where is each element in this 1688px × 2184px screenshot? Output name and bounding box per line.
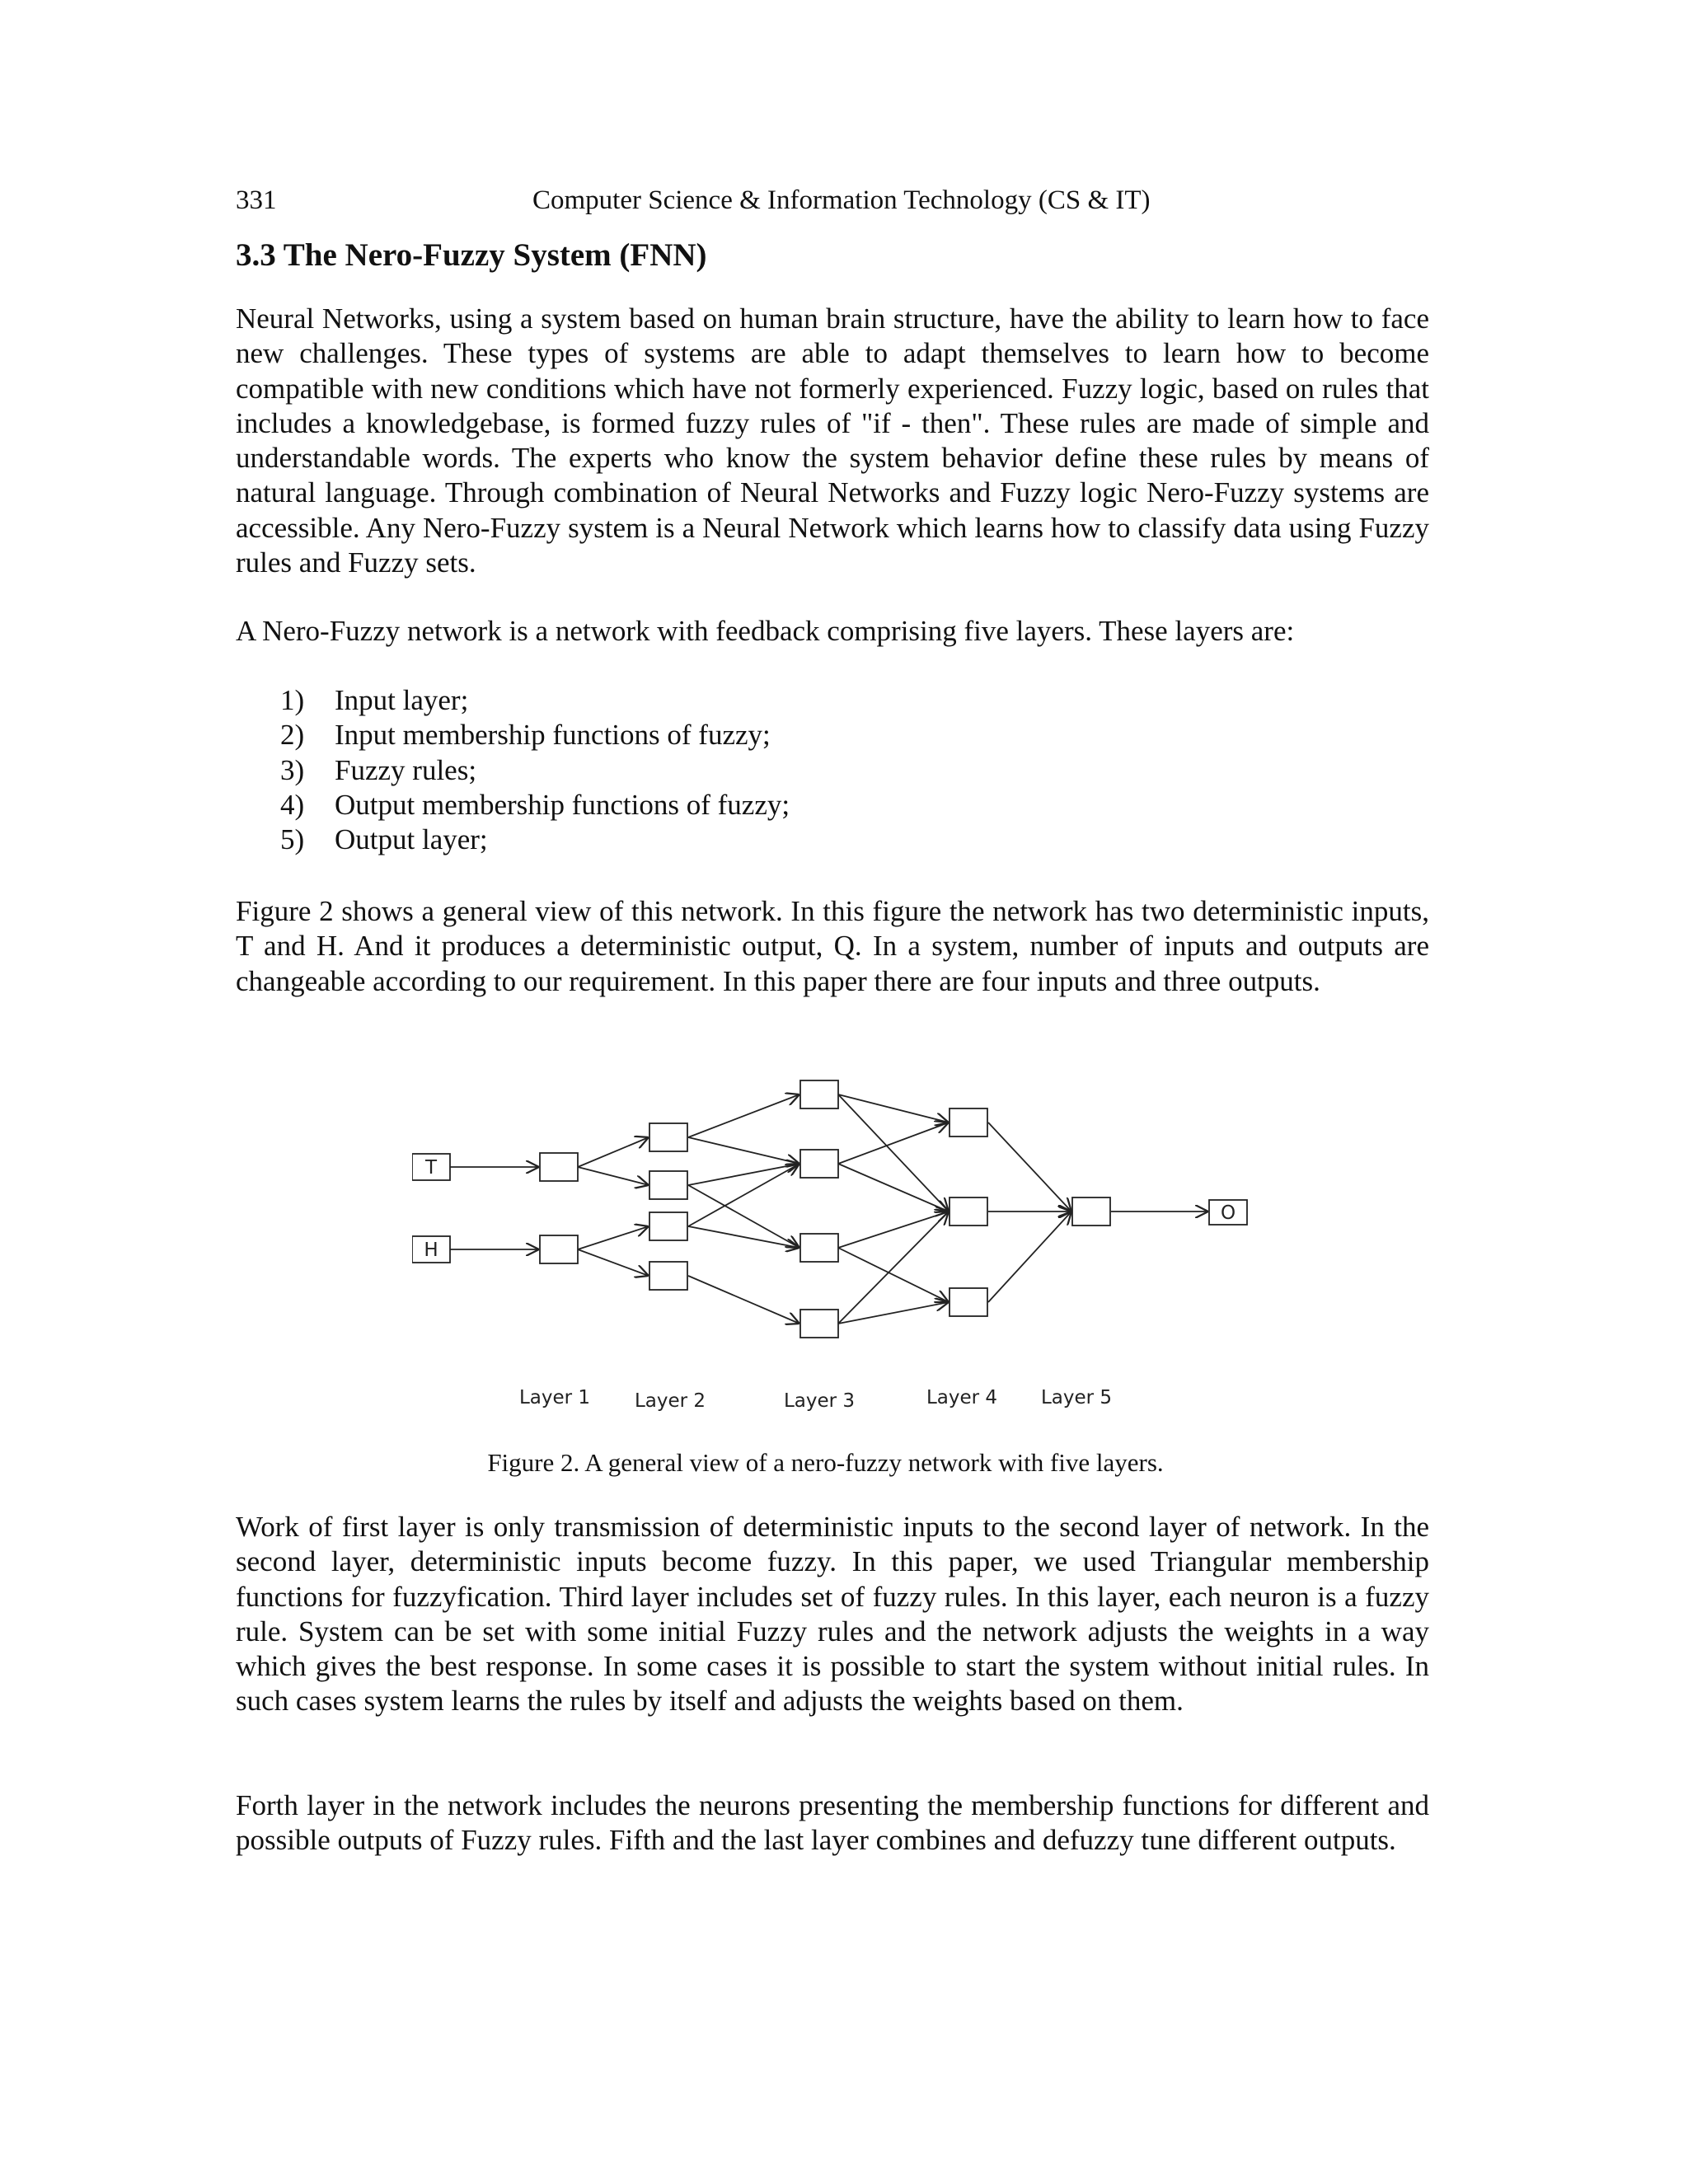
layer4-node — [950, 1288, 987, 1316]
paragraph-figure-intro: Figure 2 shows a general view of this network. In this figure the network has two deterministic inputs, T and H. And it produces a deterministic output, Q. In a system, number of inputs and outputs are changeable according to our requirement. In this paper there are four inputs and three outputs. — [236, 895, 1429, 997]
list-item: 2) Input membership functions of fuzzy; — [280, 719, 771, 752]
layer-label-3: Layer 3 — [783, 1390, 856, 1412]
section-title: 3.3 The Nero-Fuzzy System (FNN) — [236, 237, 707, 273]
journal-title: Computer Science & Information Technology (CS & IT) — [532, 185, 1151, 215]
layer2-node — [649, 1262, 687, 1290]
layer-label-2: Layer 2 — [634, 1390, 706, 1412]
layer3-node — [800, 1150, 838, 1178]
paragraph-intro: Neural Networks, using a system based on human brain structure, have the ability to learn how to face new challenges. These types of systems are able to adapt themselves to learn how to become compatible with new conditions which have not formerly experienced. Fuzzy logic, based on rules that includes a knowledgebase, is formed fuzzy rules of "if - then". These rules are made of simple and understandable words. The experts who know the system behavior define these rules by means of natural language. Through combination of Neural Networks and Fuzzy logic Nero-Fuzzy systems are accessible. Any Nero-Fuzzy system is a Neural Network which learns how to classify data using Fuzzy rules and Fuzzy sets. — [236, 302, 1429, 579]
layer3-node — [800, 1310, 838, 1338]
layer-label-1: Layer 1 — [518, 1387, 591, 1408]
list-item: 4) Output membership functions of fuzzy; — [280, 788, 790, 821]
input-label-h: H — [424, 1240, 438, 1261]
page-header — [236, 185, 1429, 222]
layer2-node — [649, 1171, 687, 1199]
nero-fuzzy-network-diagram — [412, 1063, 1278, 1426]
layer1-node — [540, 1235, 578, 1263]
list-item: 3) Fuzzy rules; — [280, 753, 477, 786]
list-item: 1) Input layer; — [280, 684, 469, 716]
layers-list — [280, 683, 790, 857]
paragraph-output-layers: Forth layer in the network includes the neurons presenting the membership functions for different and possible outputs of Fuzzy rules. Fifth and the last layer combines and defuzzy tune different outputs. — [236, 1789, 1429, 1857]
layer3-node — [800, 1234, 838, 1262]
figure-caption: Figure 2. A general view of a nero-fuzzy network with five layers. — [487, 1448, 1164, 1477]
layer4-node — [950, 1108, 987, 1137]
layer2-node — [649, 1123, 687, 1151]
paragraph-layer-details: Work of first layer is only transmission of deterministic inputs to the second layer of network. In the second layer, deterministic inputs become fuzzy. In this paper, we used Triangular membership functions for fuzzyfication. Third layer includes set of fuzzy rules. In this layer, each neuron is a fuzzy rule. System can be set with some initial Fuzzy rules and the network adjusts the weights in a way which gives the best response. In some cases it is possible to start the system without initial rules. In such cases system learns the rules by itself and adjusts the weights based on them. — [236, 1511, 1429, 1718]
input-label-t: T — [424, 1157, 438, 1179]
layer-label-4: Layer 4 — [926, 1387, 998, 1408]
list-item: 5) Output layer; — [280, 823, 488, 856]
output-label-o: O — [1220, 1202, 1236, 1224]
layer4-node — [950, 1197, 987, 1226]
layer-label-5: Layer 5 — [1040, 1387, 1113, 1408]
layer2-node — [649, 1212, 687, 1240]
page-number: 331 — [236, 185, 277, 215]
layer5-node — [1072, 1197, 1110, 1226]
layer1-node — [540, 1153, 578, 1181]
paragraph-layers-intro: A Nero-Fuzzy network is a network with feedback comprising five layers. These layers are: — [236, 615, 1295, 647]
layer3-node — [800, 1080, 838, 1108]
